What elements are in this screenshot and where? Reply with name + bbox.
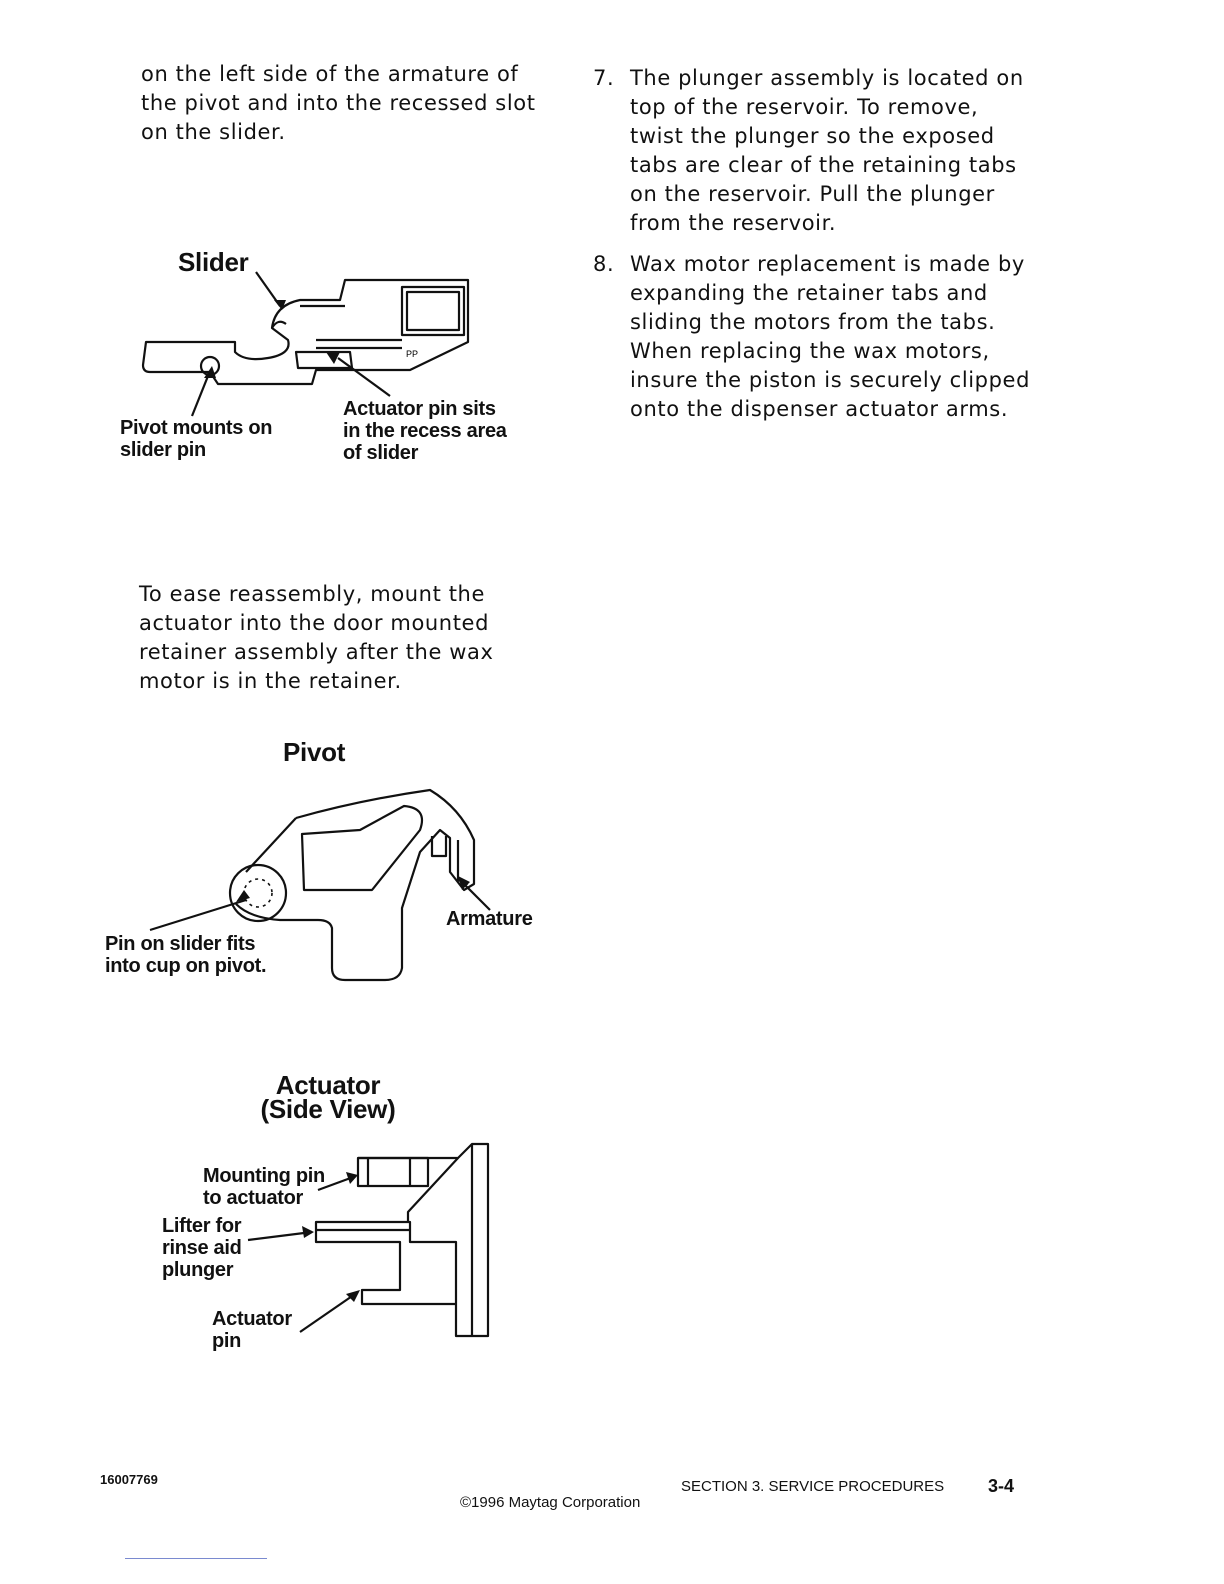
text-line: on the slider. (141, 120, 286, 144)
text-line: on the left side of the armature of (141, 62, 519, 86)
actuator-title: Actuator (Side View) (260, 1070, 396, 1124)
text-line: actuator into the door mounted (139, 611, 490, 635)
text-line: the pivot and into the recessed slot (141, 91, 536, 115)
step-number: 8. (593, 252, 615, 276)
armature-label: Armature (446, 908, 533, 930)
step-number: 7. (593, 66, 615, 90)
section-title: SECTION 3. SERVICE PROCEDURES (681, 1478, 945, 1495)
step-text: Wax motor replacement is made by expanding the retainer tabs and sliding the motors from the tabs. When replacing the wax motors, insure the piston is securely clipped onto the dispenser actuator arms. (630, 252, 1030, 421)
pivot-mount-label: Pivot mounts on slider pin (120, 417, 273, 461)
slider-mark: PP (406, 349, 419, 359)
text-line: motor is in the retainer. (139, 669, 402, 693)
pin-cup-label: Pin on slider fits into cup on pivot. (105, 933, 267, 977)
pivot-title: Pivot (283, 737, 346, 767)
actuator-pin-side-label: Actuator pin (212, 1308, 292, 1352)
lifter-label: Lifter for rinse aid plunger (162, 1215, 242, 1281)
page-number: 3-4 (988, 1476, 1015, 1496)
slider-title: Slider (178, 247, 249, 277)
text-line: retainer assembly after the wax (139, 640, 494, 664)
actuator-pin-label: Actuator pin sits in the recess area of slider (343, 398, 507, 464)
copyright: ©1996 Maytag Corporation (460, 1494, 641, 1511)
doc-number: 16007769 (100, 1472, 158, 1487)
text-line: To ease reassembly, mount the (139, 582, 485, 606)
step-text: The plunger assembly is located on top of the reservoir. To remove, twist the plunger so the exposed tabs are clear of the retaining tabs on the reservoir. Pull the plunger from the reservoir. (630, 66, 1024, 235)
mounting-pin-label: Mounting pin to actuator (203, 1165, 325, 1209)
footer-rule (125, 1558, 267, 1559)
